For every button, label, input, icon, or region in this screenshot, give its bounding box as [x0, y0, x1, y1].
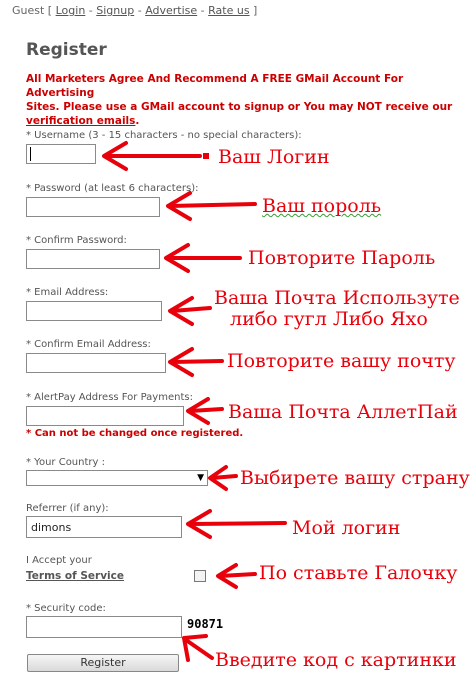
referrer-label: Referrer (if any): — [26, 503, 109, 514]
arrow-confirm-email — [170, 349, 222, 375]
email-label: * Email Address: — [26, 287, 109, 298]
annotation-alertpay: Ваша Почта АллетПай — [228, 401, 458, 423]
arrow-referrer — [188, 511, 285, 537]
annotation-confirm-password: Повторите Пароль — [248, 247, 436, 269]
annotation-security: Введите код с картинки — [215, 649, 457, 671]
bullet-marker — [203, 153, 209, 159]
annotation-tos: По ставьте Галочку — [259, 562, 458, 584]
verification-emails-link[interactable]: verification emails — [26, 115, 136, 127]
guest-label: Guest — [12, 4, 45, 17]
tos-label: I Accept your — [26, 555, 92, 566]
register-button[interactable]: Register — [27, 654, 179, 672]
arrow-security — [184, 636, 212, 660]
confirm-password-label: * Confirm Password: — [26, 235, 127, 246]
arrow-password — [168, 193, 255, 219]
arrow-country — [210, 467, 236, 489]
terms-of-service-link[interactable]: Terms of Service — [26, 570, 125, 582]
nav-signup-link[interactable]: Signup — [96, 4, 135, 17]
notice-line-1: All Marketers Agree And Recommend A FREE GMail Account For Advertising — [26, 73, 404, 99]
annotation-password: Ваш пороль — [262, 195, 382, 217]
nav-advertise-link[interactable]: Advertise — [145, 4, 198, 17]
annotation-confirm-email: Повторите вашу почту — [227, 350, 456, 372]
username-label: * Username (3 - 15 characters - no special characters): — [26, 130, 302, 141]
annotation-country: Выбирете вашу страну — [240, 467, 470, 489]
security-code-label: * Security code: — [26, 603, 106, 614]
annotation-email-line-2: либо гугл Либо Яхо — [230, 308, 428, 330]
annotation-login: Ваш Логин — [218, 146, 330, 168]
alertpay-label: * AlertPay Address For Payments: — [26, 392, 193, 403]
annotation-email-line-1: Ваша Почта Используте — [214, 287, 460, 309]
notice-line-2: Sites. Please use a GMail account to signup or You may NOT receive our — [26, 101, 453, 113]
password-label: * Password (at least 6 characters): — [26, 183, 199, 194]
arrow-alertpay — [188, 399, 222, 423]
chevron-down-icon: ▼ — [197, 473, 204, 483]
nav-login-link[interactable]: Login — [55, 4, 86, 17]
security-code-image: 90871 — [187, 617, 224, 631]
country-label: * Your Country : — [26, 457, 105, 468]
notice-end: . — [135, 115, 140, 127]
arrow-tos — [218, 565, 255, 587]
nav-rate-us-link[interactable]: Rate us — [208, 4, 250, 17]
alertpay-note: * Can not be changed once registered. — [26, 428, 244, 439]
arrow-email — [170, 298, 210, 324]
annotation-referrer: Мой логин — [292, 517, 401, 539]
arrow-username — [104, 143, 200, 169]
confirm-email-label: * Confirm Email Address: — [26, 339, 151, 350]
page-title: Register — [26, 40, 107, 60]
arrow-confirm-password — [166, 245, 240, 271]
top-nav: Guest [ Login - Signup - Advertise - Rate us ] — [12, 4, 258, 17]
